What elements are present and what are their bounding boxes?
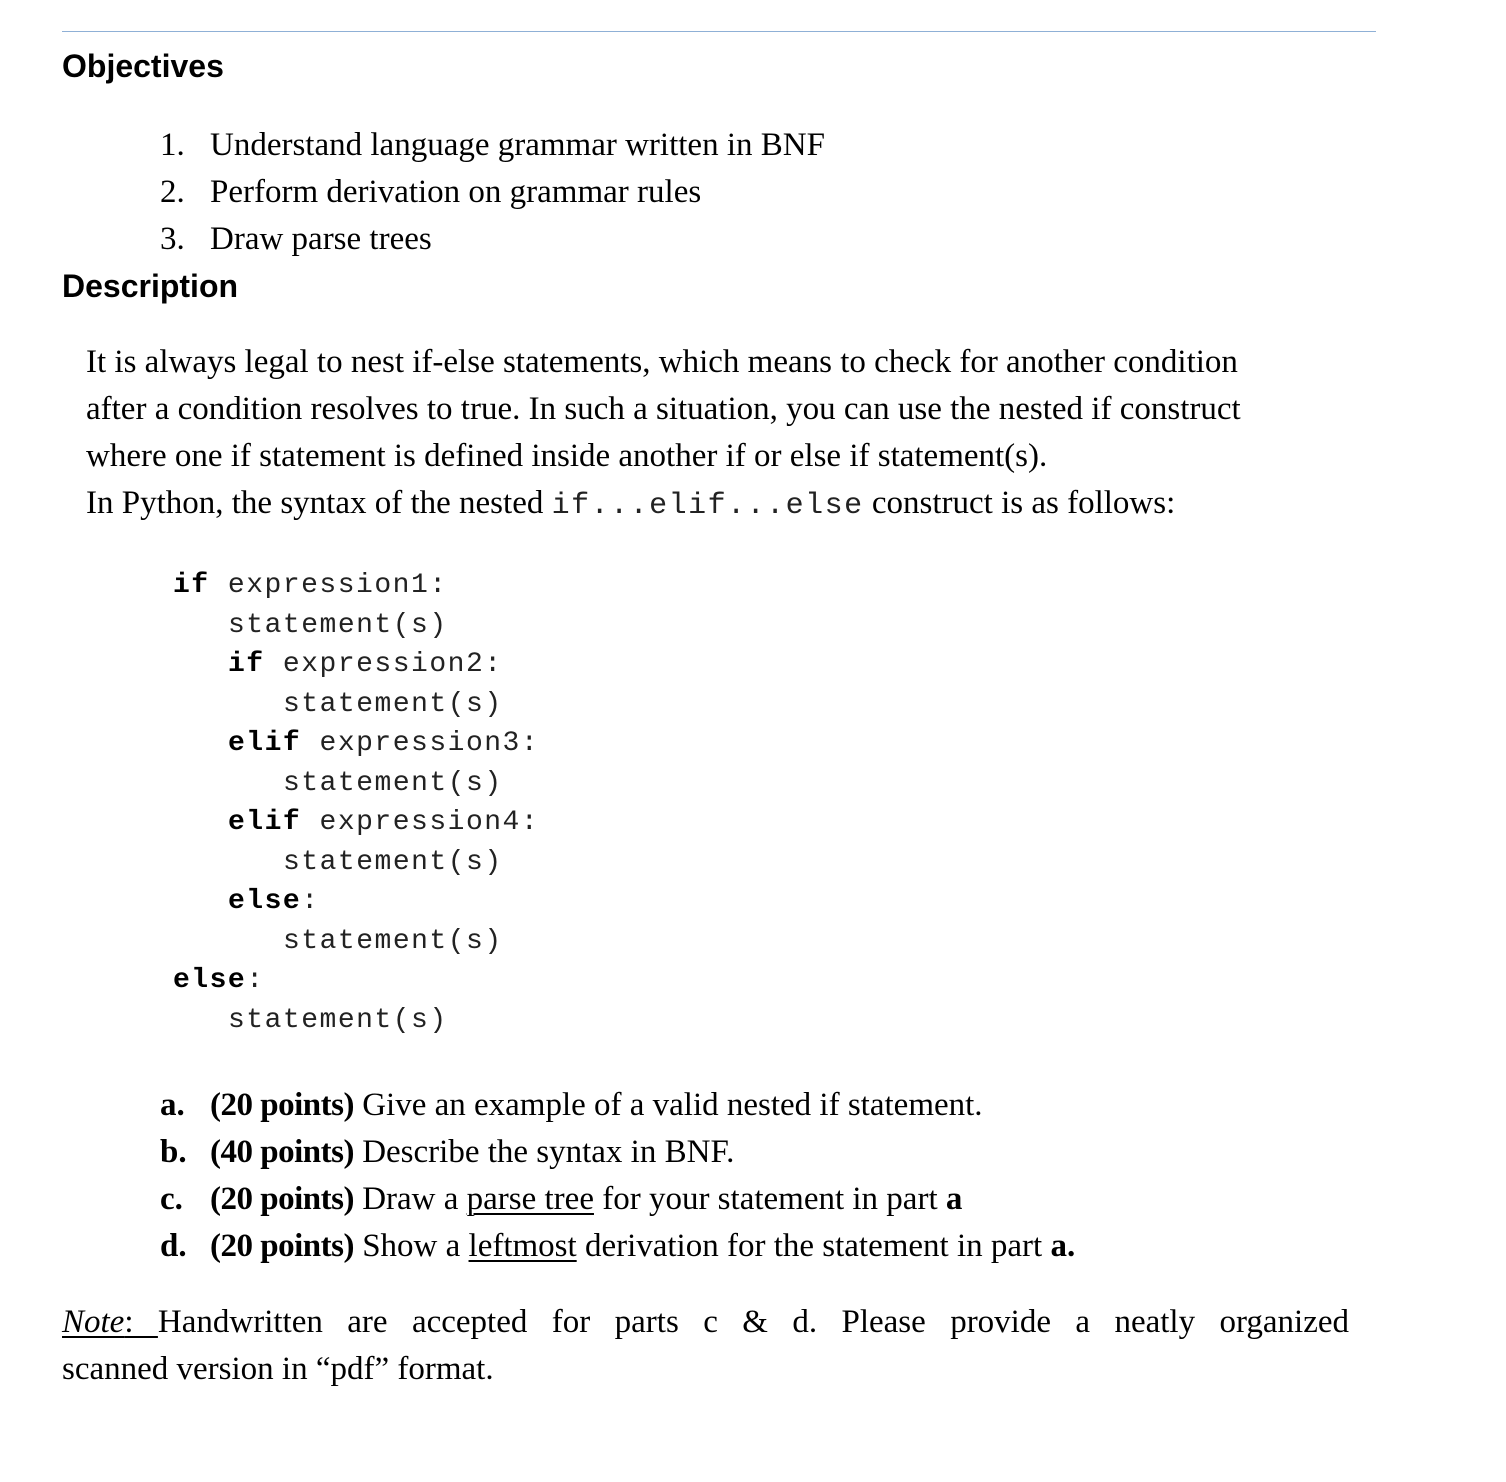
note-line (62, 1299, 1349, 1346)
note-text: Handwritten are accepted for parts c & d. Please provide a neatly organized (157, 1304, 1349, 1340)
task-text: Give an example of a valid nested if statement. (353, 1087, 983, 1123)
objective-number: 1. (160, 127, 185, 163)
description-line: It is always legal to nest if-else statements, which means to check for another condition (86, 344, 1238, 380)
syntax-intro-line (86, 480, 1350, 530)
note-label: Note (62, 1304, 125, 1340)
task-points: (40 points) (210, 1134, 354, 1170)
objective-text: Perform derivation on grammar rules (210, 174, 702, 210)
syntax-intro-before: In Python, the syntax of the nested (86, 485, 544, 521)
code-text: statement(s) (283, 926, 503, 957)
code-line (283, 685, 503, 725)
code-line (228, 1001, 448, 1041)
note-line-2: scanned version in “pdf” format. (62, 1351, 494, 1387)
task-item (160, 1224, 1075, 1271)
task-letter: a. (160, 1087, 185, 1123)
code-text: expression2: (264, 649, 503, 680)
objective-number: 2. (160, 174, 185, 210)
code-line (228, 645, 503, 685)
task-underline: parse tree (466, 1181, 594, 1217)
objective-text: Understand language grammar written in BNF (210, 127, 825, 163)
code-line (283, 764, 503, 804)
code-keyword: elif (228, 807, 302, 838)
code-line (228, 882, 320, 922)
task-text-2: derivation for the statement in part (576, 1228, 1051, 1264)
syntax-construct: if...elif...else (551, 489, 864, 523)
task-points: (20 points) (210, 1181, 354, 1217)
code-line (228, 803, 539, 843)
task-item (160, 1177, 1075, 1224)
objective-text: Draw parse trees (210, 221, 432, 257)
code-text: expression3: (301, 728, 540, 759)
code-line (283, 843, 503, 883)
code-text: statement(s) (283, 847, 503, 878)
code-text: statement(s) (228, 610, 448, 641)
description-line: after a condition resolves to true. In such a situation, you can use the nested if construct (86, 391, 1241, 427)
task-letter: d. (160, 1228, 187, 1264)
code-text: statement(s) (228, 1005, 448, 1036)
task-points: (20 points) (210, 1087, 354, 1123)
note-colon: : (124, 1304, 134, 1340)
task-text: Describe the syntax in BNF. (353, 1134, 735, 1170)
objectives-list (160, 124, 825, 265)
task-letter: c. (160, 1181, 183, 1217)
code-keyword: else (173, 965, 247, 996)
code-keyword: if (173, 570, 210, 601)
task-item (160, 1083, 1075, 1130)
objective-item (160, 124, 825, 171)
task-points: (20 points) (210, 1228, 354, 1264)
description-line: where one if statement is defined inside another if or else if statement(s). (86, 438, 1048, 474)
code-text: statement(s) (283, 768, 503, 799)
task-text: Draw a (353, 1181, 467, 1217)
code-line (228, 606, 448, 646)
code-keyword: if (228, 649, 265, 680)
description-paragraph (86, 339, 1350, 530)
code-text: : (301, 886, 320, 917)
note-gap (134, 1304, 158, 1340)
code-text: expression1: (209, 570, 448, 601)
code-line (173, 961, 265, 1001)
code-text: statement(s) (283, 689, 503, 720)
code-line (173, 566, 448, 606)
code-text: expression4: (301, 807, 540, 838)
task-list (160, 1083, 1075, 1271)
task-letter: b. (160, 1134, 187, 1170)
code-keyword: else (228, 886, 302, 917)
task-part-ref: a. (1050, 1228, 1076, 1264)
code-text: : (246, 965, 265, 996)
description-heading: Description (62, 268, 239, 304)
objectives-heading: Objectives (62, 48, 224, 84)
task-text: Show a (353, 1228, 469, 1264)
task-part-ref: a (945, 1181, 963, 1217)
task-text-2: for your statement in part (593, 1181, 946, 1217)
code-line (228, 724, 539, 764)
objective-item (160, 171, 825, 218)
code-keyword: elif (228, 728, 302, 759)
top-divider (62, 31, 1376, 32)
code-line (283, 922, 503, 962)
objective-number: 3. (160, 221, 185, 257)
task-underline: leftmost (468, 1228, 577, 1264)
note-paragraph (62, 1299, 1349, 1393)
objective-item (160, 218, 825, 265)
task-item (160, 1130, 1075, 1177)
syntax-intro-after: construct is as follows: (871, 485, 1176, 521)
